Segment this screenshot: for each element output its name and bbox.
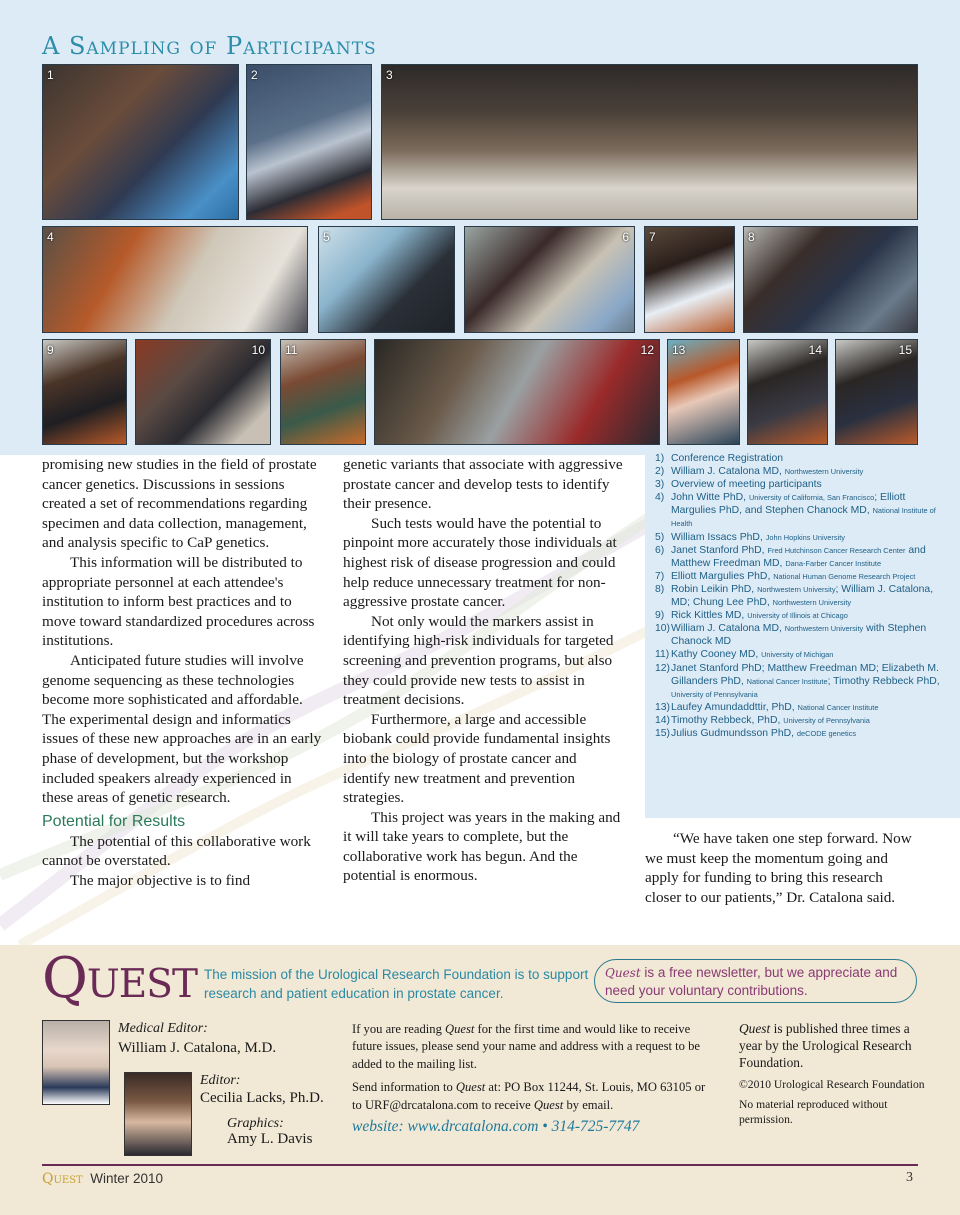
- issue-label: [42, 1171, 163, 1187]
- text: is published three times a year by the Urological Research Foundation.: [739, 1021, 912, 1071]
- caption-number: 8): [655, 583, 665, 595]
- paragraph: Such tests would have the potential to pinpoint more accurately those individuals at highest risk of disease progression and could help reduce unnecessary treatment for non-aggressive prostate cancer.: [343, 514, 617, 611]
- caption-text: [671, 583, 950, 609]
- photo-15: [835, 339, 918, 445]
- affiliation: University of Michigan: [761, 650, 834, 660]
- caption-item: [655, 544, 950, 570]
- caption-number: 14): [655, 714, 671, 726]
- mission-statement: The mission of the Urological Research Foundation is to support research and patient education in prostate cancer.: [204, 967, 589, 1001]
- caption-list: [655, 452, 950, 740]
- affiliation: Fred Hutchinson Cancer Research Center: [767, 545, 906, 555]
- text: at: PO Box 11244, St. Louis, MO 63105 or to URF@drcatalona.com to receive: [352, 1080, 706, 1112]
- affiliation: John Hopkins University: [765, 532, 845, 542]
- quest-name: Quest: [455, 1080, 486, 1095]
- copyright: ©2010 Urological Research Foundation: [739, 1077, 925, 1091]
- photo-3: [381, 64, 918, 220]
- affiliation: Northwestern University: [784, 624, 864, 634]
- contribution-note: [594, 959, 917, 1003]
- caption-item: [655, 570, 950, 583]
- paragraph: The major objective is to find: [70, 871, 251, 889]
- medical-editor-label: Medical Editor:: [118, 1021, 208, 1036]
- participant-name: with Stephen Chanock MD: [671, 623, 927, 648]
- subheading: Potential for Results: [42, 812, 186, 830]
- affiliation: deCODE genetics: [796, 728, 857, 738]
- participant-name: Janet Stanford PhD,: [671, 544, 768, 556]
- caption-item: [655, 622, 950, 648]
- paragraph: This information will be distributed to appropriate personnel at each attendee's institution to inform best practices and to move toward standardized procedures across institutions.: [42, 553, 315, 650]
- graphics-label: Graphics:: [227, 1116, 284, 1131]
- quest-name: Quest: [42, 1171, 83, 1187]
- text: Send information to: [352, 1080, 456, 1095]
- participant-name: Janet Stanford PhD; Matthew Freedman MD; Elizabeth M. Gillanders PhD,: [671, 662, 939, 687]
- photo-8: [743, 226, 918, 333]
- caption-text: [671, 478, 950, 491]
- paragraph: Not only would the markers assist in identifying high-risk individuals for targeted screening and prevention programs, but also they could provide new tests to assist in treatment decisions.: [343, 612, 614, 709]
- affiliation: National Institute of Health: [671, 506, 936, 529]
- photo-number: 7: [649, 230, 656, 244]
- paragraph: Anticipated future studies will involve genome sequencing as these technologies become more sophisticated and affordable. The experimental design and informatics issues of these new approaches are in an early phase of development, but the workshop included speakers already experienced in these areas of genetic research.: [42, 651, 322, 807]
- page-number: 3: [906, 1170, 913, 1185]
- website-phone: website: www.drcatalona.com • 314-725-7747: [352, 1118, 640, 1135]
- caption-item: [655, 701, 950, 714]
- photo-2: [246, 64, 372, 220]
- contribution-text: is a free newsletter, but we appreciate and need your voluntary contributions.: [605, 965, 898, 998]
- paragraph: The potential of this collaborative work cannot be overstated.: [42, 832, 311, 870]
- photo-number: 8: [748, 230, 755, 244]
- medical-editor-photo: [42, 1020, 110, 1105]
- caption-text: [671, 609, 950, 622]
- affiliation: National Cancer Institute: [746, 676, 828, 686]
- photo-number: 2: [251, 68, 258, 82]
- affiliation: University of Illinois at Chicago: [747, 611, 848, 621]
- graphics-name: Amy L. Davis: [227, 1131, 313, 1147]
- participant-name: Robin Leikin PhD,: [671, 583, 758, 595]
- caption-number: 7): [655, 570, 665, 582]
- photo-number: 13: [672, 343, 686, 357]
- photo-10: [135, 339, 271, 445]
- photo-1: [42, 64, 239, 220]
- photo-14: [747, 339, 828, 445]
- affiliation: Northwestern University: [784, 467, 864, 477]
- caption-text: [671, 544, 950, 570]
- editor-label: Editor:: [200, 1073, 241, 1088]
- publication-text: [739, 1020, 929, 1072]
- participant-name: Rick Kittles MD,: [671, 610, 748, 622]
- caption-number: 1): [655, 453, 665, 464]
- text: by email.: [563, 1097, 614, 1112]
- paragraph: Furthermore, a large and accessible biobank could provide fundamental insights into the biology of prostate cancer and identify new treatment and prevention strategies.: [343, 710, 611, 807]
- photo-7: [644, 226, 735, 333]
- section-title: A Sampling of Participants: [42, 32, 377, 60]
- caption-text: [671, 491, 950, 530]
- paragraph: This project was years in the making and it will take years to complete, but the collaborative work has begun. And the potential is enormous.: [343, 808, 621, 885]
- photo-number: 10: [251, 343, 265, 357]
- photo-number: 3: [386, 68, 393, 82]
- caption-number: 3): [655, 479, 665, 491]
- publication-info: [739, 1020, 929, 1133]
- caption-number: 11): [655, 649, 670, 661]
- affiliation: University of Pennsylvania: [671, 689, 758, 699]
- rights-notice: No material reproduced without permission.: [739, 1098, 888, 1126]
- participant-name: William Issacs PhD,: [671, 531, 766, 543]
- participant-name: ; Timothy Rebbeck PhD,: [827, 675, 940, 687]
- text: for the first time and would like to receive future issues, please send your name and address with a request to be added to the mailing list.: [352, 1022, 700, 1071]
- photo-6: [464, 226, 635, 333]
- caption-text: [671, 570, 950, 583]
- photo-4: [42, 226, 308, 333]
- caption-number: 15): [655, 727, 671, 739]
- caption-number: 13): [655, 701, 671, 713]
- affiliation: University of Pennsylvania: [783, 715, 870, 725]
- affiliation: Northwestern University: [757, 584, 836, 594]
- affiliation: Dana-Farber Cancer Institute: [785, 558, 882, 568]
- participant-name: ; Elliott Margulies PhD, and Stephen Chanock MD,: [671, 492, 906, 517]
- affiliation: National Cancer Institute: [797, 702, 879, 712]
- caption-text: [671, 727, 950, 740]
- affiliation: University of California, San Francisco: [748, 493, 875, 503]
- participant-name: Kathy Cooney MD,: [671, 649, 762, 661]
- participant-name: and Matthew Freedman MD,: [671, 544, 926, 569]
- caption-text: [671, 531, 950, 544]
- affiliation: Northwestern University: [772, 598, 852, 608]
- caption-number: 9): [655, 610, 665, 622]
- caption-item: [655, 714, 950, 727]
- quest-logo: Quest: [42, 946, 197, 1011]
- caption-number: 6): [655, 544, 665, 556]
- caption-text: [671, 622, 950, 648]
- participant-name: William J. Catalona MD,: [671, 466, 785, 478]
- photo-number: 15: [898, 343, 912, 357]
- photo-number: 14: [808, 343, 822, 357]
- pull-quote: [645, 829, 920, 907]
- caption-text: [671, 465, 950, 478]
- caption-number: 12): [655, 662, 671, 674]
- participant-name: Elliott Margulies PhD,: [671, 570, 774, 582]
- subscription-text: [352, 1021, 714, 1073]
- quote-text: “We have taken one step forward. Now we must keep the momentum going and apply for funding to bring this research closer to our patients,” Dr. Catalona said.: [645, 830, 912, 906]
- caption-text: [671, 714, 950, 727]
- caption-item: [655, 648, 950, 661]
- editor-photo: [124, 1072, 192, 1156]
- photo-number: 6: [622, 230, 629, 244]
- photo-9: [42, 339, 127, 445]
- text: If you are reading: [352, 1022, 446, 1036]
- caption-item: [655, 531, 950, 544]
- photo-number: 11: [285, 343, 298, 357]
- footer-rule: [42, 1164, 918, 1166]
- paragraph: promising new studies in the field of prostate cancer genetics. Discussions in sessions created a set of recommendations regarding specimen and data collection, management, and analysis specific to CaP genetics.: [42, 456, 317, 552]
- quest-name: Quest: [605, 966, 641, 980]
- participant-name: Laufey Amundaddttir, PhD,: [671, 701, 798, 713]
- participant-name: Timothy Rebbeck, PhD,: [671, 714, 784, 726]
- photo-12: [374, 339, 660, 445]
- article-column-2: [343, 455, 623, 886]
- caption-item: [655, 452, 950, 465]
- article-column-1: [42, 455, 322, 890]
- quest-name: Quest: [739, 1021, 771, 1036]
- photo-13: [667, 339, 740, 445]
- participant-name: ; William J. Catalona, MD; Chung Lee PhD,: [671, 583, 934, 609]
- caption-item: [655, 583, 950, 609]
- photo-number: 1: [47, 68, 54, 82]
- photo-number: 9: [47, 343, 54, 357]
- caption-text: [671, 452, 950, 465]
- paragraph: genetic variants that associate with aggressive prostate cancer and develop tests to identify their presence.: [343, 456, 623, 513]
- caption-item: [655, 609, 950, 622]
- caption-item: [655, 478, 950, 491]
- caption-number: 10): [655, 623, 671, 635]
- quest-name: Quest: [533, 1097, 564, 1112]
- participant-name: William J. Catalona MD,: [671, 623, 785, 635]
- caption-text: [671, 648, 950, 661]
- caption-number: 4): [655, 492, 665, 504]
- participant-name: John Witte PhD,: [671, 492, 749, 504]
- photo-number: 4: [47, 230, 54, 244]
- caption-item: [655, 465, 950, 478]
- photo-captions: [645, 449, 960, 818]
- caption-number: 2): [655, 466, 665, 478]
- caption-number: 5): [655, 531, 665, 543]
- caption-item: [655, 727, 950, 740]
- quest-name: Quest: [445, 1022, 475, 1036]
- subscription-info: [352, 1021, 714, 1120]
- participant-name: Conference Registration: [671, 453, 784, 464]
- participant-name: Overview of meeting participants: [671, 479, 822, 491]
- medical-editor-name: William J. Catalona, M.D.: [118, 1040, 277, 1056]
- caption-text: [671, 662, 950, 701]
- affiliation: National Human Genome Research Project: [773, 571, 916, 581]
- caption-text: [671, 701, 950, 714]
- photo-number: 5: [323, 230, 330, 244]
- photo-5: [318, 226, 455, 333]
- caption-item: [655, 491, 950, 530]
- photo-11: [280, 339, 366, 445]
- photo-number: 12: [640, 343, 654, 357]
- editor-name: Cecilia Lacks, Ph.D.: [200, 1090, 324, 1106]
- caption-item: [655, 662, 950, 701]
- issue-date: Winter 2010: [90, 1171, 164, 1186]
- contact-text: [352, 1079, 714, 1114]
- participant-name: Julius Gudmundsson PhD,: [671, 727, 797, 739]
